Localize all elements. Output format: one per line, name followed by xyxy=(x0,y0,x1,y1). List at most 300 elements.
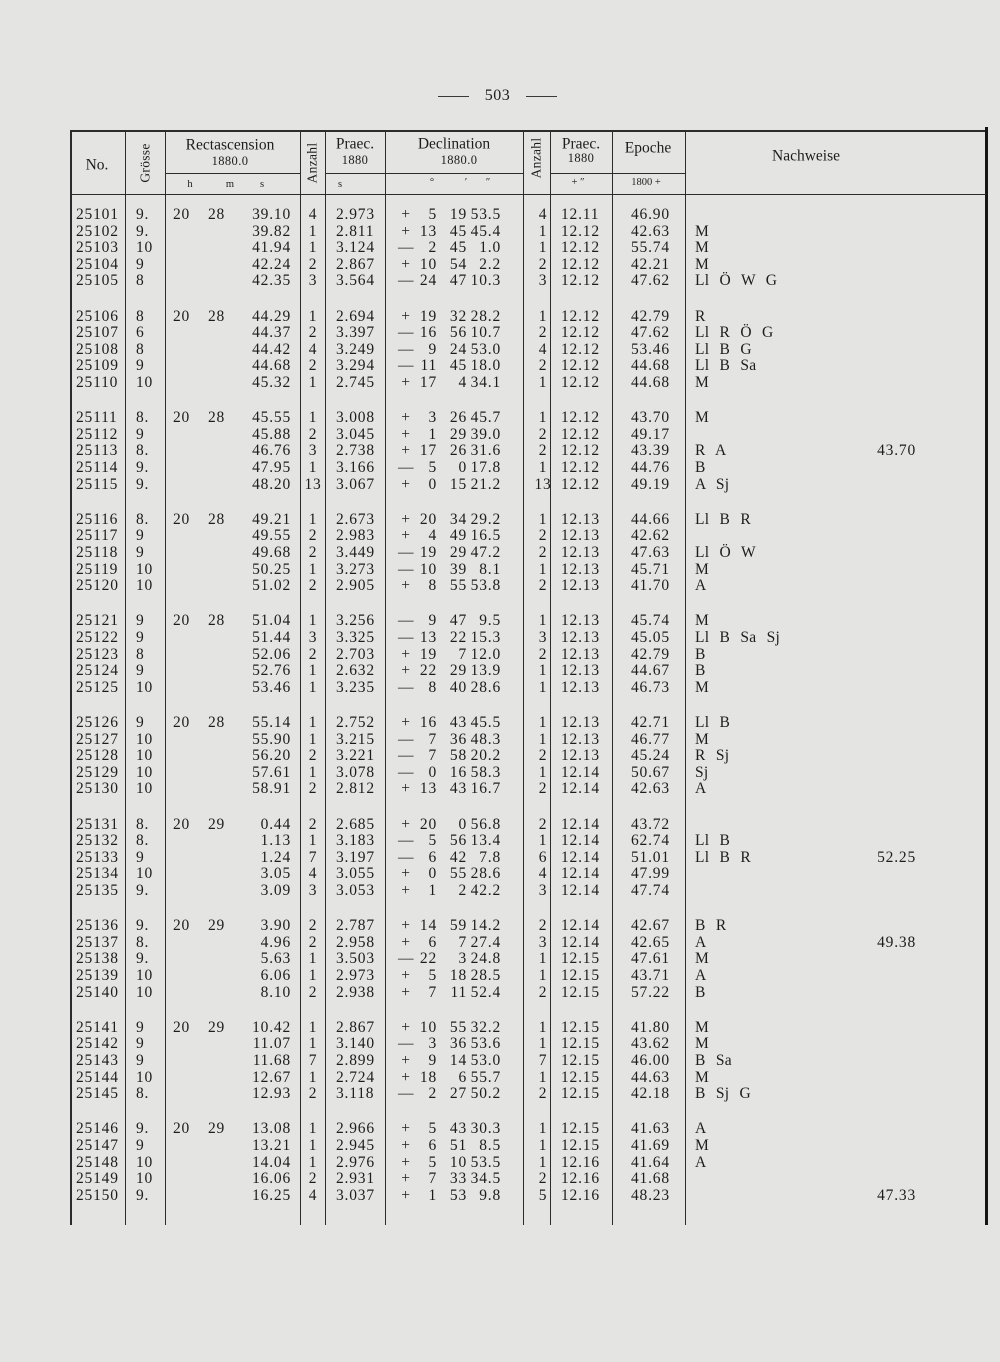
references: A xyxy=(695,577,707,595)
catalogue-row xyxy=(70,410,988,427)
dec-minutes: 49 xyxy=(449,527,467,545)
ra-precession-year: 1880 xyxy=(341,152,369,167)
dec-precession: 12.14 xyxy=(561,865,600,883)
dec-observation-count: 5 xyxy=(538,1186,548,1204)
dec-observation-count: 2 xyxy=(538,324,548,342)
magnitude: 6 xyxy=(136,324,145,342)
references: B Sa xyxy=(695,1051,732,1069)
dec-seconds: 8.1 xyxy=(479,560,501,578)
dec-observation-count: 4 xyxy=(538,206,548,223)
catalogue-row xyxy=(70,1070,988,1087)
references: M xyxy=(695,373,710,391)
ra-observation-count: 1 xyxy=(308,1035,318,1053)
catalogue-row xyxy=(70,375,988,392)
star-number: 25117 xyxy=(76,527,119,545)
dec-observation-count: 1 xyxy=(538,373,548,391)
catalogue-row xyxy=(70,1121,988,1138)
ra-precession-unit: s xyxy=(337,178,343,190)
ra-observation-count: 1 xyxy=(308,1068,318,1086)
ra-seconds: 1.13 xyxy=(260,832,291,850)
dec-degrees: 5 xyxy=(428,832,437,850)
dec-seconds: 28.5 xyxy=(470,966,501,984)
ra-observation-count: 4 xyxy=(308,206,318,223)
references: Ll B xyxy=(695,713,731,731)
ra-seconds: 8.10 xyxy=(260,983,291,1001)
dec-observation-count: 1 xyxy=(538,612,548,630)
ra-precession: 2.983 xyxy=(336,527,375,545)
epoch: 44.68 xyxy=(631,357,670,375)
dec-sign: + xyxy=(401,662,411,680)
catalogue-row xyxy=(70,207,988,224)
ra-seconds: 3.90 xyxy=(260,917,291,935)
star-number: 25126 xyxy=(76,713,119,731)
dec-minutes: 6 xyxy=(458,1068,467,1086)
dec-minutes: 43 xyxy=(449,1120,467,1138)
ra-precession: 2.905 xyxy=(336,577,375,595)
epoch: 62.74 xyxy=(631,832,670,850)
epoch: 45.24 xyxy=(631,747,670,765)
dec-seconds: 58.3 xyxy=(470,763,501,781)
references: B xyxy=(695,458,706,476)
ra-observation-count: 3 xyxy=(308,442,318,460)
dec-observation-count: 2 xyxy=(538,442,548,460)
dec-precession: 12.15 xyxy=(561,1120,600,1138)
references: M xyxy=(695,612,710,630)
star-number: 25140 xyxy=(76,983,119,1001)
dec-minutes: 33 xyxy=(449,1170,467,1188)
dec-minutes: 14 xyxy=(449,1051,467,1069)
star-number: 25105 xyxy=(76,272,119,290)
references: M xyxy=(695,222,710,240)
ra-seconds: 47.95 xyxy=(252,458,291,476)
dec-precession: 12.15 xyxy=(561,983,600,1001)
dec-observation-count: 3 xyxy=(538,933,548,951)
ra-seconds: 41.94 xyxy=(252,239,291,257)
ra-seconds: 16.06 xyxy=(252,1170,291,1188)
dec-minutes: 45 xyxy=(449,357,467,375)
dec-degrees: 9 xyxy=(428,340,437,358)
dec-degrees: 6 xyxy=(428,933,437,951)
epoch: 45.74 xyxy=(631,612,670,630)
dec-sign: — xyxy=(398,1085,415,1103)
dec-observation-count: 1 xyxy=(538,510,548,528)
dec-precession: 12.15 xyxy=(561,1051,600,1069)
dec-minutes: 43 xyxy=(449,713,467,731)
ra-hours-unit: h xyxy=(187,178,193,190)
ra-seconds: 50.25 xyxy=(252,560,291,578)
column-header-declination: Declination xyxy=(417,135,491,153)
ra-observation-count: 2 xyxy=(308,1085,318,1103)
column-header-ra-precession: Praec. xyxy=(335,135,375,153)
magnitude: 9 xyxy=(136,848,145,866)
magnitude: 9 xyxy=(136,1035,145,1053)
references: R A xyxy=(695,442,727,460)
ra-seconds: 13.08 xyxy=(252,1120,291,1138)
ra-precession: 2.973 xyxy=(336,206,375,223)
ra-hours: 20 xyxy=(173,1120,191,1138)
dec-sign: — xyxy=(398,612,415,630)
star-number: 25129 xyxy=(76,763,119,781)
ra-minutes: 28 xyxy=(208,713,226,731)
ra-minutes: 29 xyxy=(208,815,226,833)
dec-precession: 12.12 xyxy=(561,272,600,290)
ra-precession: 2.812 xyxy=(336,780,375,798)
dec-sign: + xyxy=(401,206,411,223)
dec-minutes: 45 xyxy=(449,222,467,240)
catalogue-row xyxy=(70,715,988,732)
dec-degrees: 0 xyxy=(428,475,437,493)
page-number: 503 xyxy=(484,87,511,104)
dec-minutes: 15 xyxy=(449,475,467,493)
dec-observation-count: 1 xyxy=(538,1035,548,1053)
dec-minutes-unit: ′ xyxy=(464,176,468,188)
ra-precession: 3.215 xyxy=(336,730,375,748)
dec-sign: — xyxy=(398,832,415,850)
ra-seconds: 45.88 xyxy=(252,425,291,443)
dec-sign: — xyxy=(398,730,415,748)
dec-observation-count: 1 xyxy=(538,678,548,696)
dec-minutes: 24 xyxy=(449,340,467,358)
page-number-rule-left xyxy=(438,96,469,97)
magnitude: 9 xyxy=(136,1051,145,1069)
dec-seconds: 34.5 xyxy=(470,1170,501,1188)
ra-seconds: 3.09 xyxy=(260,881,291,899)
ra-seconds: 14.04 xyxy=(252,1153,291,1171)
dec-sign: — xyxy=(398,628,415,646)
catalogue-row xyxy=(70,1053,988,1070)
ra-seconds: 6.06 xyxy=(260,966,291,984)
ra-hours: 20 xyxy=(173,713,191,731)
dec-sign: + xyxy=(401,222,411,240)
dec-minutes: 27 xyxy=(449,1085,467,1103)
ra-hours: 20 xyxy=(173,206,191,223)
ra-seconds: 11.68 xyxy=(252,1051,291,1069)
magnitude: 10 xyxy=(136,678,154,696)
dec-minutes: 22 xyxy=(449,628,467,646)
dec-degrees: 2 xyxy=(428,1085,437,1103)
dec-minutes: 26 xyxy=(449,442,467,460)
references: M xyxy=(695,409,710,427)
ra-observation-count: 2 xyxy=(308,425,318,443)
dec-precession: 12.13 xyxy=(561,577,600,595)
dec-degrees: 3 xyxy=(428,409,437,427)
dec-precession-unit: + ″ xyxy=(571,176,585,188)
dec-minutes: 7 xyxy=(458,933,467,951)
references: M xyxy=(695,1018,710,1036)
epoch-unit: 1800 + xyxy=(631,176,661,188)
ra-seconds: 52.06 xyxy=(252,645,291,663)
ra-precession: 2.976 xyxy=(336,1153,375,1171)
dec-sign: — xyxy=(398,239,415,257)
ra-precession: 2.867 xyxy=(336,255,375,273)
catalogue-row xyxy=(70,257,988,274)
magnitude: 9 xyxy=(136,662,145,680)
dec-minutes: 29 xyxy=(449,662,467,680)
magnitude: 10 xyxy=(136,983,154,1001)
dec-degrees: 13 xyxy=(419,222,437,240)
ra-seconds: 4.96 xyxy=(260,933,291,951)
ra-minutes: 28 xyxy=(208,510,226,528)
star-number: 25149 xyxy=(76,1170,119,1188)
ra-observation-count: 7 xyxy=(308,1051,318,1069)
dec-minutes: 7 xyxy=(458,645,467,663)
ra-observation-count: 1 xyxy=(308,1136,318,1154)
references: M xyxy=(695,1068,710,1086)
star-number: 25138 xyxy=(76,950,119,968)
ra-precession: 2.958 xyxy=(336,933,375,951)
dec-precession: 12.14 xyxy=(561,933,600,951)
dec-sign: + xyxy=(401,983,411,1001)
ra-precession: 3.197 xyxy=(336,848,375,866)
references: Ll B Sa Sj xyxy=(695,628,781,646)
ra-seconds: 44.42 xyxy=(252,340,291,358)
dec-observation-count: 2 xyxy=(538,747,548,765)
ra-minutes: 28 xyxy=(208,307,226,325)
ra-seconds: 0.44 xyxy=(260,815,291,833)
page-number-rule-right xyxy=(526,96,557,97)
magnitude: 10 xyxy=(136,373,154,391)
ra-precession: 3.055 xyxy=(336,865,375,883)
catalogue-row xyxy=(70,460,988,477)
ra-minutes: 28 xyxy=(208,206,226,223)
ra-observation-count: 1 xyxy=(308,307,318,325)
catalogue-row xyxy=(70,309,988,326)
dec-seconds: 28.2 xyxy=(470,307,501,325)
ra-precession: 3.503 xyxy=(336,950,375,968)
epoch: 43.71 xyxy=(631,966,670,984)
dec-seconds: 48.3 xyxy=(470,730,501,748)
dec-seconds: 53.5 xyxy=(470,1153,501,1171)
ra-precession: 3.166 xyxy=(336,458,375,476)
ra-precession: 3.183 xyxy=(336,832,375,850)
dec-seconds: 30.3 xyxy=(470,1120,501,1138)
ra-observation-count: 1 xyxy=(308,678,318,696)
column-header-magnitude: Grösse xyxy=(137,143,153,183)
dec-precession: 12.12 xyxy=(561,340,600,358)
dec-minutes: 56 xyxy=(449,324,467,342)
dec-precession: 12.14 xyxy=(561,848,600,866)
dec-minutes: 26 xyxy=(449,409,467,427)
references: A Sj xyxy=(695,475,730,493)
ra-seconds: 39.10 xyxy=(252,206,291,223)
dec-observation-count: 1 xyxy=(538,1120,548,1138)
star-number: 25134 xyxy=(76,865,119,883)
catalogue-row xyxy=(70,935,988,952)
subheader-rule xyxy=(612,173,685,174)
dec-sign: + xyxy=(401,442,411,460)
dec-sign: + xyxy=(401,1136,411,1154)
dec-precession: 12.15 xyxy=(561,966,600,984)
references: A xyxy=(695,933,707,951)
ra-seconds-unit: s xyxy=(259,178,265,190)
dec-precession-year: 1880 xyxy=(567,150,595,165)
ra-precession: 3.053 xyxy=(336,881,375,899)
catalogue-row xyxy=(70,951,988,968)
star-number: 25124 xyxy=(76,662,119,680)
dec-seconds: 17.8 xyxy=(470,458,501,476)
ra-seconds: 57.61 xyxy=(252,763,291,781)
ra-observation-count: 1 xyxy=(308,713,318,731)
epoch: 43.70 xyxy=(631,409,670,427)
ra-precession: 3.249 xyxy=(336,340,375,358)
ra-seconds: 46.76 xyxy=(252,442,291,460)
dec-minutes: 51 xyxy=(449,1136,467,1154)
magnitude: 10 xyxy=(136,560,154,578)
dec-observation-count: 1 xyxy=(538,560,548,578)
dec-seconds: 27.4 xyxy=(470,933,501,951)
dec-observation-count: 2 xyxy=(538,917,548,935)
ra-observation-count: 1 xyxy=(308,1153,318,1171)
dec-observation-count: 2 xyxy=(538,815,548,833)
magnitude: 9 xyxy=(136,527,145,545)
dec-observation-count: 2 xyxy=(538,1085,548,1103)
subheader-rule xyxy=(550,173,612,174)
ra-precession: 3.221 xyxy=(336,747,375,765)
epoch: 42.21 xyxy=(631,255,670,273)
ra-observation-count: 2 xyxy=(308,933,318,951)
star-number: 25103 xyxy=(76,239,119,257)
dec-seconds: 42.2 xyxy=(470,881,501,899)
ra-precession: 3.397 xyxy=(336,324,375,342)
subheader-rule xyxy=(325,173,385,174)
ra-seconds: 12.67 xyxy=(252,1068,291,1086)
epoch: 42.67 xyxy=(631,917,670,935)
star-number: 25137 xyxy=(76,933,119,951)
dec-seconds: 53.8 xyxy=(470,577,501,595)
dec-precession: 12.15 xyxy=(561,1018,600,1036)
dec-precession: 12.15 xyxy=(561,1035,600,1053)
ra-precession: 3.008 xyxy=(336,409,375,427)
epoch: 45.71 xyxy=(631,560,670,578)
ra-precession: 3.037 xyxy=(336,1186,375,1204)
magnitude: 8 xyxy=(136,307,145,325)
dec-seconds: 47.2 xyxy=(470,543,501,561)
magnitude: 10 xyxy=(136,239,154,257)
ra-observation-count: 1 xyxy=(308,458,318,476)
dec-precession: 12.12 xyxy=(561,307,600,325)
dec-sign: + xyxy=(401,373,411,391)
dec-degrees: 11 xyxy=(420,357,437,375)
dec-minutes: 56 xyxy=(449,832,467,850)
magnitude: 8. xyxy=(136,933,150,951)
ra-observation-count: 1 xyxy=(308,966,318,984)
dec-observation-count: 1 xyxy=(538,307,548,325)
catalogue-row xyxy=(70,883,988,900)
magnitude: 9. xyxy=(136,950,150,968)
dec-sign: + xyxy=(401,815,411,833)
dec-precession: 12.16 xyxy=(561,1170,600,1188)
magnitude: 10 xyxy=(136,730,154,748)
dec-seconds: 21.2 xyxy=(470,475,501,493)
ra-seconds: 52.76 xyxy=(252,662,291,680)
dec-precession: 12.12 xyxy=(561,458,600,476)
star-number: 25148 xyxy=(76,1153,119,1171)
dec-degrees: 5 xyxy=(428,1153,437,1171)
epoch: 44.66 xyxy=(631,510,670,528)
dec-observation-count: 4 xyxy=(538,865,548,883)
ra-precession: 2.899 xyxy=(336,1051,375,1069)
dec-observation-count: 3 xyxy=(538,272,548,290)
catalogue-row xyxy=(70,545,988,562)
star-number: 25135 xyxy=(76,881,119,899)
column-header-epoch: Epoche xyxy=(624,139,672,157)
row-group xyxy=(70,817,988,900)
ra-observation-count: 4 xyxy=(308,340,318,358)
star-number: 25125 xyxy=(76,678,119,696)
ra-seconds: 56.20 xyxy=(252,747,291,765)
ra-minutes-unit: m xyxy=(225,178,235,190)
catalogue-row xyxy=(70,342,988,359)
catalogue-row xyxy=(70,613,988,630)
dec-seconds: 16.7 xyxy=(470,780,501,798)
dec-sign: — xyxy=(398,324,415,342)
ra-seconds: 1.24 xyxy=(260,848,291,866)
table-body xyxy=(70,207,988,1223)
star-number: 25115 xyxy=(76,475,119,493)
ra-precession: 2.745 xyxy=(336,373,375,391)
dec-minutes: 2 xyxy=(458,881,467,899)
star-number: 25118 xyxy=(76,543,119,561)
ra-precession: 3.067 xyxy=(336,475,375,493)
dec-sign: + xyxy=(401,425,411,443)
ra-seconds: 51.04 xyxy=(252,612,291,630)
dec-sign: + xyxy=(401,917,411,935)
ra-precession: 2.738 xyxy=(336,442,375,460)
ra-observation-count: 2 xyxy=(308,983,318,1001)
dec-degrees: 5 xyxy=(428,1120,437,1138)
ra-seconds: 39.82 xyxy=(252,222,291,240)
epoch: 42.71 xyxy=(631,713,670,731)
epoch: 42.63 xyxy=(631,222,670,240)
ra-observation-count: 1 xyxy=(308,730,318,748)
ra-minutes: 29 xyxy=(208,1120,226,1138)
dec-degrees: 18 xyxy=(419,1068,437,1086)
epoch: 47.62 xyxy=(631,272,670,290)
dec-seconds: 53.0 xyxy=(470,340,501,358)
dec-seconds: 45.4 xyxy=(470,222,501,240)
dec-precession: 12.12 xyxy=(561,222,600,240)
dec-sign: + xyxy=(401,1186,411,1204)
star-number: 25128 xyxy=(76,747,119,765)
dec-sign: — xyxy=(398,272,415,290)
epoch: 44.67 xyxy=(631,662,670,680)
catalogue-row xyxy=(70,968,988,985)
ra-seconds: 12.93 xyxy=(252,1085,291,1103)
dec-minutes: 36 xyxy=(449,1035,467,1053)
references: Ll B R xyxy=(695,848,752,866)
star-number: 25109 xyxy=(76,357,119,375)
catalogue-row xyxy=(70,273,988,290)
references: R Sj xyxy=(695,747,730,765)
dec-degrees: 4 xyxy=(428,527,437,545)
catalogue-row xyxy=(70,443,988,460)
references: Ll B R xyxy=(695,510,752,528)
dec-observation-count: 1 xyxy=(538,950,548,968)
epoch: 46.77 xyxy=(631,730,670,748)
ra-precession: 3.325 xyxy=(336,628,375,646)
dec-seconds: 39.0 xyxy=(470,425,501,443)
dec-seconds: 13.4 xyxy=(470,832,501,850)
ra-hours: 20 xyxy=(173,917,191,935)
epoch: 50.67 xyxy=(631,763,670,781)
dec-observation-count: 2 xyxy=(538,780,548,798)
dec-minutes: 0 xyxy=(458,458,467,476)
references: M xyxy=(695,950,710,968)
epoch: 42.62 xyxy=(631,527,670,545)
ra-observation-count: 1 xyxy=(308,832,318,850)
ra-observation-count: 2 xyxy=(308,917,318,935)
ra-hours: 20 xyxy=(173,612,191,630)
